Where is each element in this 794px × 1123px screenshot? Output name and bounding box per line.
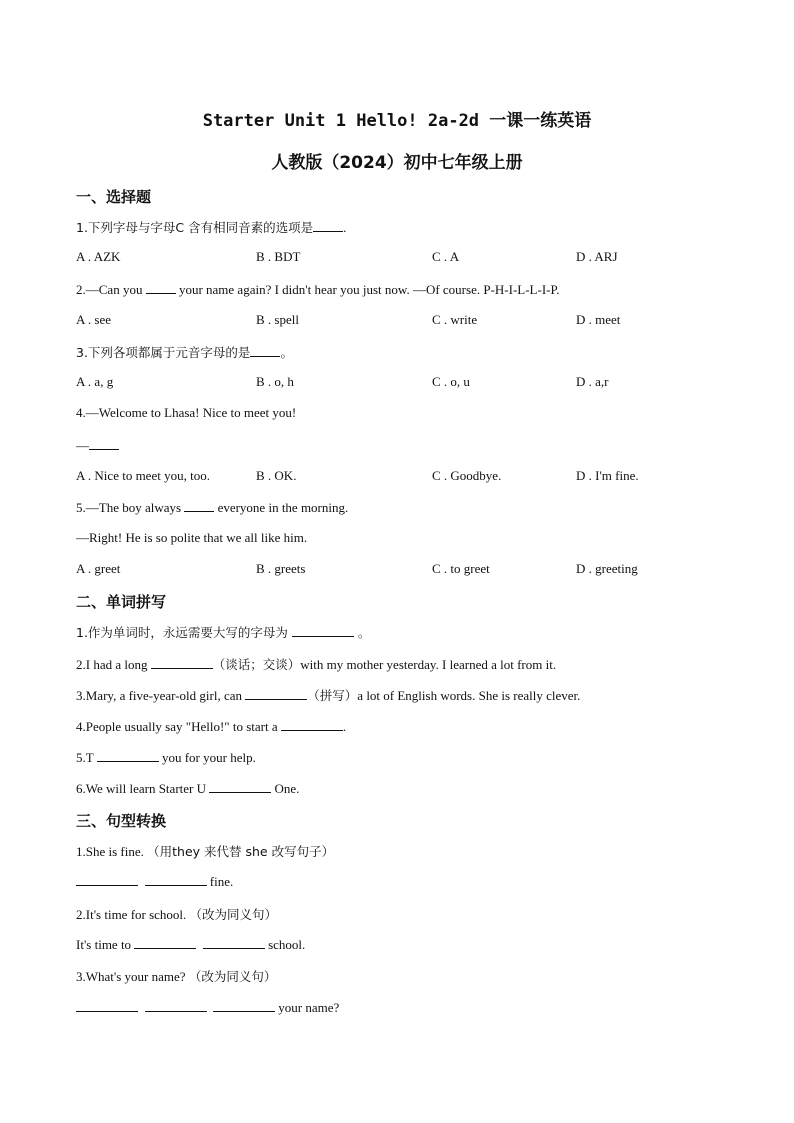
question-1: 1.下列字母与字母C 含有相同音素的选项是 . (76, 220, 347, 235)
option-d[interactable]: D . meet (576, 312, 621, 327)
option-d[interactable]: D . ARJ (576, 249, 618, 264)
spelling-1: 1.作为单词时，永远需要大写的字母为 。 (76, 625, 371, 640)
question-4-response: — (76, 437, 119, 454)
question-4: 4.—Welcome to Lhasa! Nice to meet you! (76, 405, 297, 420)
page-title: Starter Unit 1 Hello! 2a-2d 一课一练英语 (202, 111, 592, 131)
answer-blank[interactable] (134, 936, 196, 949)
option-c[interactable]: C . write (432, 312, 478, 327)
section-heading-choice: 一、选择题 (76, 188, 152, 206)
answer-blank[interactable] (145, 999, 207, 1012)
option-a[interactable]: A . see (76, 312, 112, 327)
option-a[interactable]: A . AZK (76, 249, 121, 264)
option-b[interactable]: B . o, h (256, 374, 294, 389)
option-a[interactable]: A . Nice to meet you, too. (76, 468, 210, 483)
answer-blank[interactable] (281, 718, 343, 731)
answer-blank[interactable] (145, 873, 207, 886)
option-a[interactable]: A . greet (76, 561, 121, 576)
answer-blank[interactable] (151, 656, 213, 669)
question-3: 3.下列各项都属于元音字母的是 。 (76, 345, 293, 360)
transform-3-answer: your name? (76, 999, 339, 1016)
transform-2: 2.It's time for school. （改为同义句） (76, 907, 278, 922)
transform-2-answer: It's time to school. (76, 937, 306, 952)
option-c[interactable]: C . A (432, 249, 460, 264)
transform-3: 3.What's your name? （改为同义句） (76, 969, 277, 984)
option-d[interactable]: D . greeting (576, 561, 638, 576)
transform-1: 1.She is fine. （用they 来代替 she 改写句子） (76, 844, 335, 859)
answer-blank[interactable] (203, 936, 265, 949)
option-a[interactable]: A . a, g (76, 374, 114, 389)
option-b[interactable]: B . BDT (256, 249, 301, 264)
answer-blank[interactable] (146, 281, 176, 294)
answer-blank[interactable] (89, 437, 119, 450)
option-c[interactable]: C . o, u (432, 374, 470, 389)
answer-blank[interactable] (209, 780, 271, 793)
option-b[interactable]: B . OK. (256, 468, 297, 483)
answer-blank[interactable] (313, 219, 343, 232)
answer-blank[interactable] (76, 999, 138, 1012)
option-b[interactable]: B . spell (256, 312, 299, 327)
section-heading-spelling: 二、单词拼写 (76, 593, 167, 611)
answer-blank[interactable] (76, 873, 138, 886)
answer-blank[interactable] (250, 344, 280, 357)
answer-blank[interactable] (213, 999, 275, 1012)
question-2: 2.—Can you your name again? I didn't hear you just now. —Of course. P-H-I-L-L-I-P. (76, 282, 560, 297)
section-heading-transform: 三、句型转换 (76, 812, 167, 830)
spelling-2: 2.I had a long （谈话；交谈）with my mother yesterday. I learned a lot from it. (76, 657, 557, 672)
spelling-3: 3.Mary, a five-year-old girl, can （拼写）a lot of English words. She is really clever. (76, 688, 581, 703)
spelling-5: 5.T you for your help. (76, 750, 256, 765)
answer-blank[interactable] (97, 749, 159, 762)
question-5-response: —Right! He is so polite that we all like him. (76, 530, 308, 545)
transform-1-answer: fine. (76, 873, 233, 890)
option-b[interactable]: B . greets (256, 561, 306, 576)
spelling-6: 6.We will learn Starter U One. (76, 781, 300, 796)
option-c[interactable]: C . Goodbye. (432, 468, 502, 483)
option-d[interactable]: D . a,r (576, 374, 609, 389)
option-d[interactable]: D . I'm fine. (576, 468, 639, 483)
answer-blank[interactable] (292, 624, 354, 637)
question-5: 5.—The boy always everyone in the morning. (76, 500, 349, 515)
answer-blank[interactable] (184, 499, 214, 512)
answer-blank[interactable] (245, 687, 307, 700)
option-c[interactable]: C . to greet (432, 561, 490, 576)
spelling-4: 4.People usually say "Hello!" to start a . (76, 719, 347, 734)
page-subtitle: 人教版（2024）初中七年级上册 (271, 153, 523, 173)
